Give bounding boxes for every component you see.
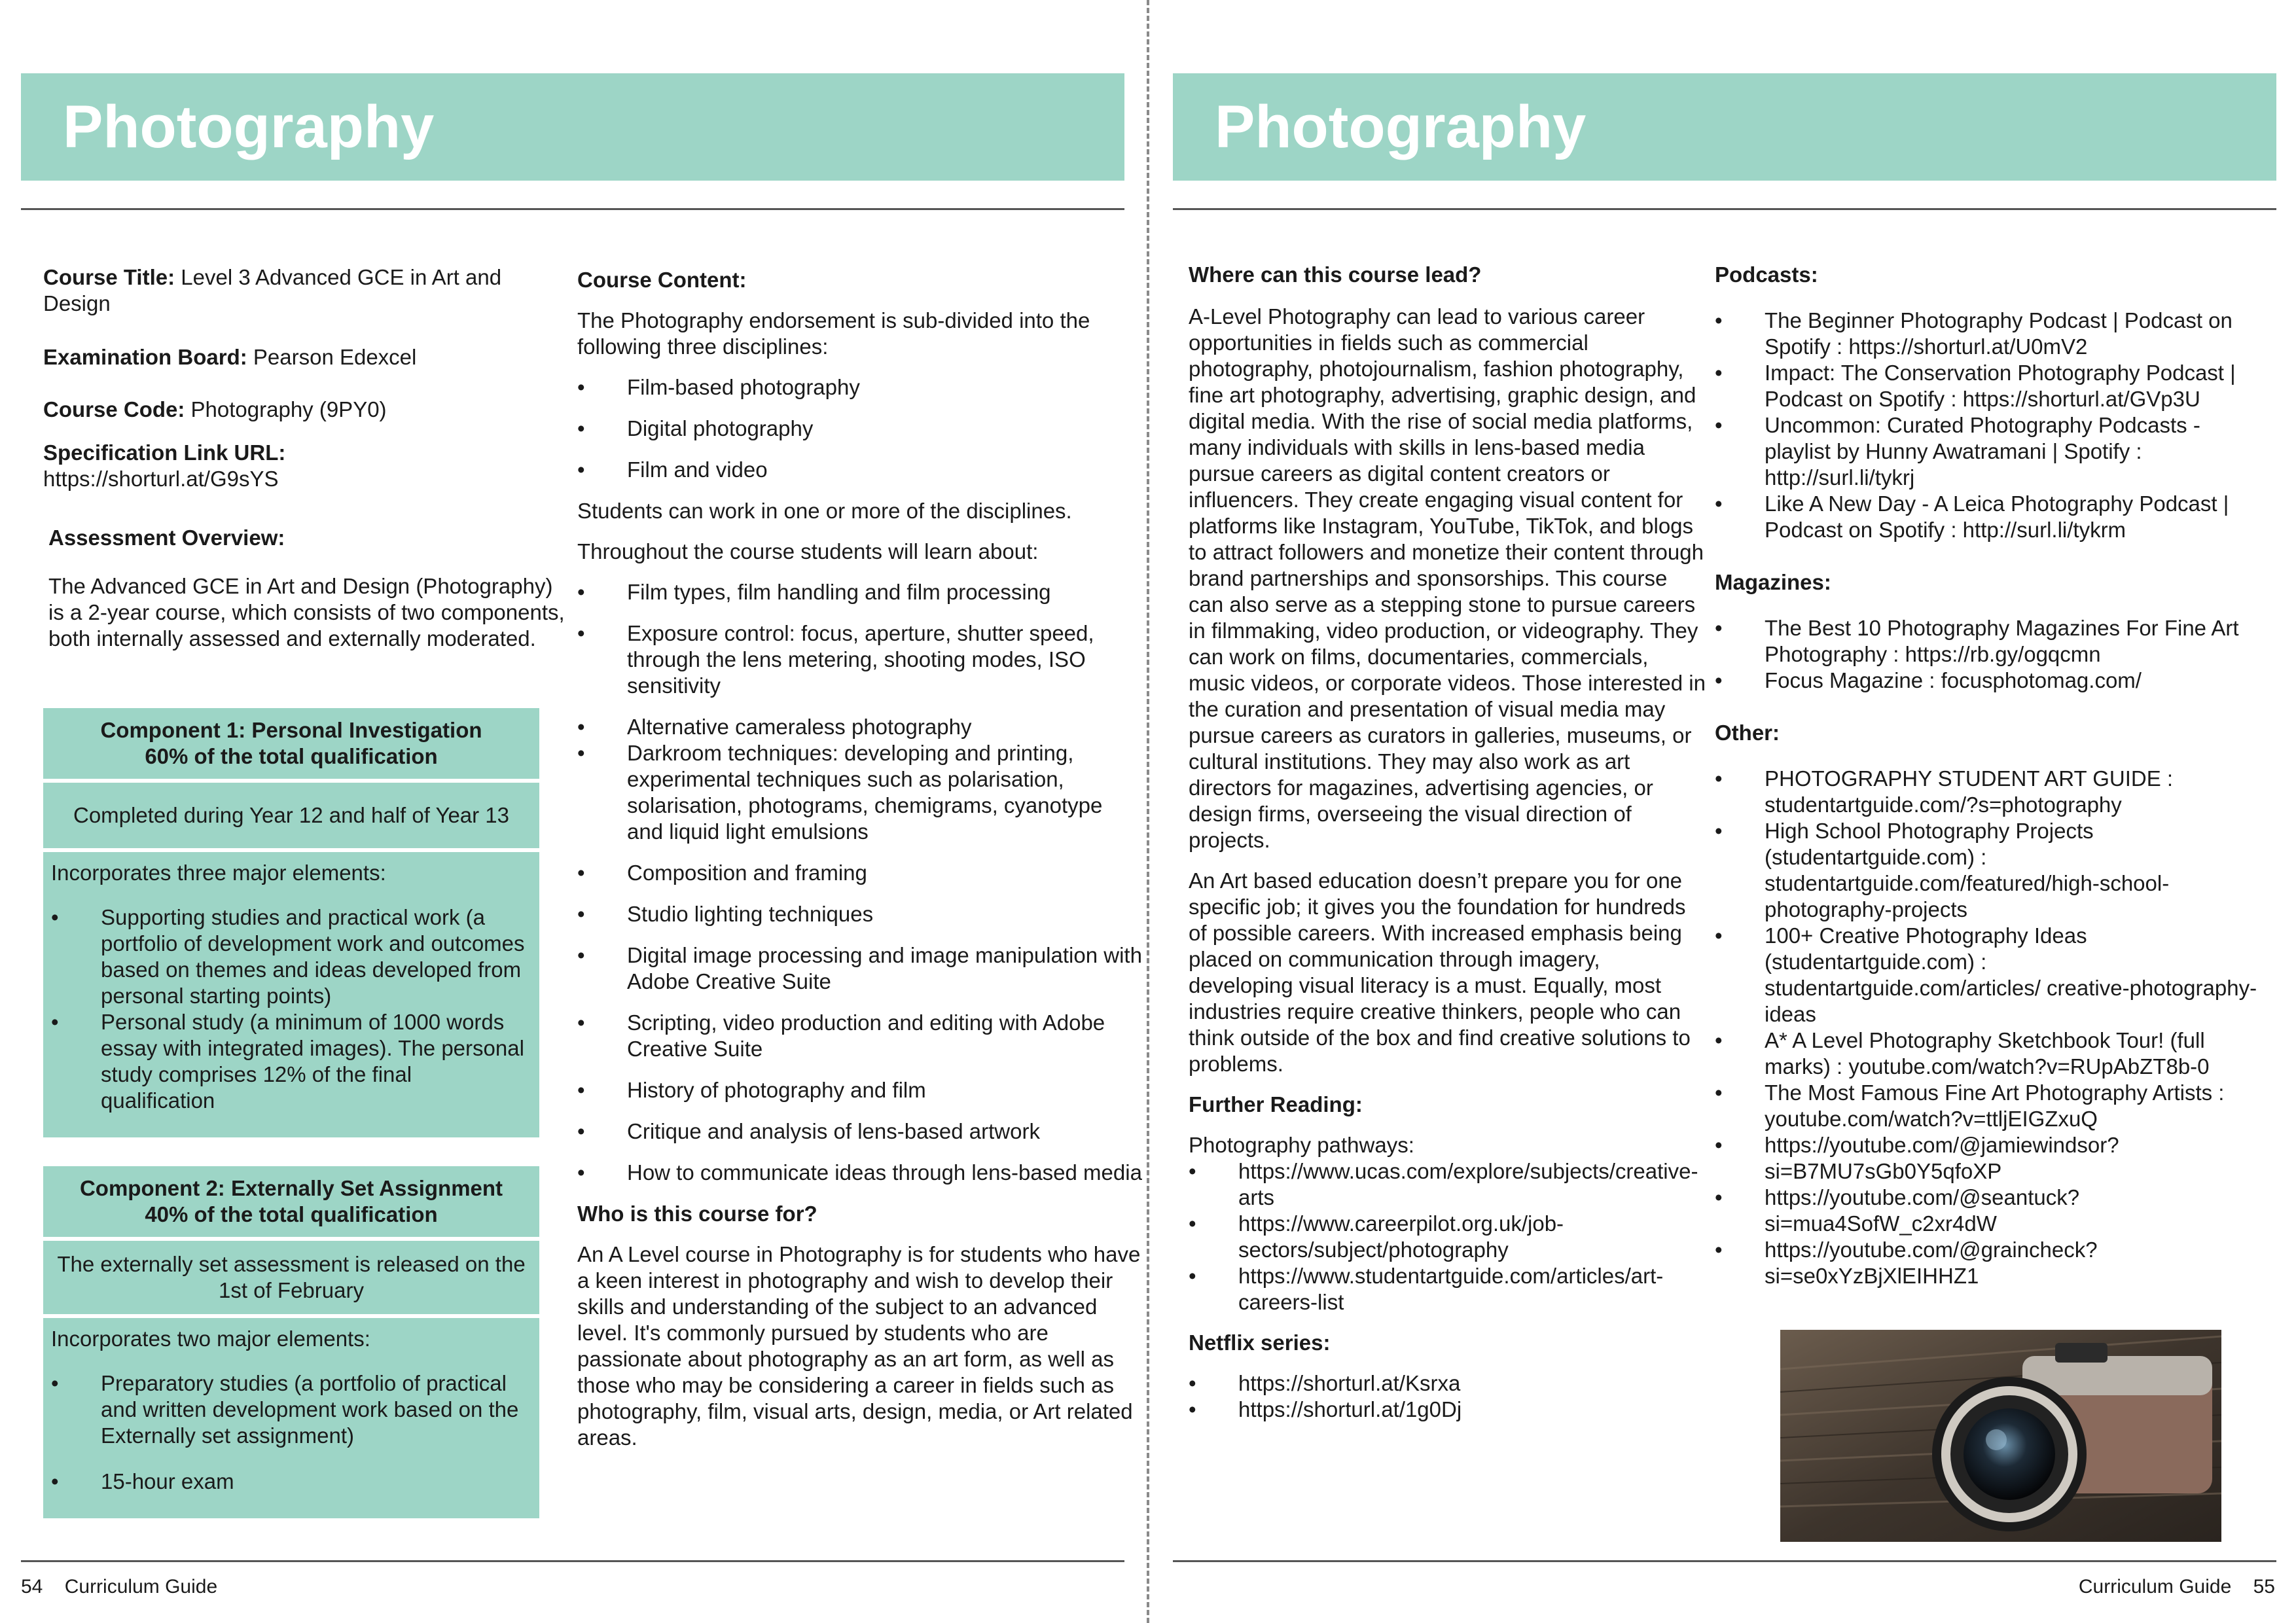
podcasts-list	[1715, 308, 2269, 543]
magazines-list	[1715, 615, 2269, 694]
list-item[interactable]: • https://www.ucas.com/explore/subjects/creative-arts	[1189, 1158, 1706, 1211]
list-item: • History of photography and film	[577, 1077, 1144, 1103]
component-2-intro: Incorporates two major elements:	[51, 1327, 370, 1351]
list-item: • How to communicate ideas through lens-based media	[577, 1160, 1144, 1186]
list-item: • Exposure control: focus, aperture, shutter speed, through the lens metering, shooting modes, ISO sensitivity	[577, 620, 1144, 699]
assessment-text: The Advanced GCE in Art and Design (Photography) is a 2-year course, which consists of two components, both internally assessed and externally moderated.	[48, 574, 565, 651]
component-2-header: Component 2: Externally Set Assignment 40% of the total qualification	[43, 1166, 539, 1237]
resources-column	[1715, 262, 2269, 1304]
list-item[interactable]: • https://youtube.com/@seantuck?si=mua4SofW_c2xr4dW	[1715, 1185, 2269, 1237]
list-item[interactable]: • https://shorturl.at/Ksrxa	[1189, 1370, 1706, 1397]
list-item: • Composition and framing	[577, 860, 1144, 886]
list-item: • Preparatory studies (a portfolio of practical and written development work based on the Externally set assignment)	[51, 1370, 531, 1449]
list-item: • Personal study (a minimum of 1000 words essay with integrated images). The personal study comprises 12% of the final qualification	[51, 1009, 531, 1114]
camera-illustration	[1780, 1330, 2221, 1542]
course-code: Course Code: Photography (9PY0)	[43, 397, 387, 421]
course-content-column	[577, 267, 1144, 1465]
lead-heading: Where can this course lead?	[1189, 262, 1482, 287]
list-item: • Scripting, video production and editing with Adobe Creative Suite	[577, 1010, 1144, 1062]
who-text: An A Level course in Photography is for students who have a keen interest in photography and wish to develop their skills and understanding of the subject to an advanced level. It's commonly pursued by students who are passionate about photography as an art form, as well as those who may be considering a career in fields such as photography, film, visual arts, design, media, or Art related areas.	[577, 1242, 1141, 1450]
list-item: • Film and video	[577, 457, 1144, 483]
list-item: • Critique and analysis of lens-based artwork	[577, 1118, 1144, 1145]
list-item[interactable]: • Like A New Day - A Leica Photography Podcast | Podcast on Spotify : http://surl.li/tykrm	[1715, 491, 2269, 543]
list-item[interactable]: • https://www.careerpilot.org.uk/job-sectors/subject/photography	[1189, 1211, 1706, 1263]
list-item: • Film-based photography	[577, 374, 1144, 401]
component-1-body	[43, 852, 539, 1137]
list-item: • 15-hour exam	[51, 1469, 531, 1495]
left-footer-label: Curriculum Guide	[64, 1576, 218, 1597]
spec-link-url[interactable]: https://shorturl.at/G9sYS	[43, 467, 279, 491]
work-text: Students can work in one or more of the disciplines.	[577, 499, 1072, 523]
right-banner-title: Photography	[1215, 94, 1587, 160]
list-item[interactable]: • https://www.studentartguide.com/articles/art-careers-list	[1189, 1263, 1706, 1315]
course-title: Course Title: Level 3 Advanced GCE in Art and Design	[43, 265, 502, 315]
course-content-intro: The Photography endorsement is sub-divided into the following three disciplines:	[577, 308, 1090, 359]
list-item[interactable]: • https://youtube.com/@jamiewindsor?si=B7MU7sGb0Y5qfoXP	[1715, 1132, 2269, 1185]
learn-list	[577, 579, 1144, 1186]
left-footer	[21, 1576, 217, 1598]
learn-intro: Throughout the course students will learn about:	[577, 539, 1039, 563]
list-item[interactable]: • The Most Famous Fine Art Photography Artists : youtube.com/watch?v=ttljEIGZxuQ	[1715, 1080, 2269, 1132]
lead-text-2: An Art based education doesn’t prepare you for one specific job; it gives you the foundation for hundreds of possible careers. With increased emphasis being placed on communication through imagery, developing visual literacy is a must. Equally, most industries require creative thinkers, people who can think outside of the box and find creative solutions to problems.	[1189, 868, 1691, 1076]
list-item[interactable]: • Uncommon: Curated Photography Podcasts - playlist by Hunny Awatramani | Spotify : http://surl.li/tykrj	[1715, 412, 2269, 491]
list-item: • Digital image processing and image manipulation with Adobe Creative Suite	[577, 942, 1144, 995]
pathways-label: Photography pathways:	[1189, 1133, 1414, 1157]
right-header-rule	[1173, 208, 2276, 210]
pathways-list	[1189, 1158, 1706, 1315]
page-fold-line	[1147, 0, 1149, 1623]
other-list	[1715, 766, 2269, 1289]
left-header-rule	[21, 208, 1124, 210]
further-reading-heading: Further Reading:	[1189, 1092, 1363, 1116]
other-heading: Other:	[1715, 721, 1780, 745]
right-footer	[2079, 1576, 2275, 1598]
list-item[interactable]: • PHOTOGRAPHY STUDENT ART GUIDE : studentartguide.com/?s=photography	[1715, 766, 2269, 818]
list-item: • Film types, film handling and film processing	[577, 579, 1144, 605]
disciplines-list	[577, 374, 1144, 483]
right-footer-rule	[1173, 1560, 2276, 1562]
list-item[interactable]: • Focus Magazine : focusphotomag.com/	[1715, 668, 2269, 694]
right-banner	[1173, 73, 2276, 181]
list-item: • Alternative cameraless photography	[577, 714, 1144, 740]
right-footer-label: Curriculum Guide	[2078, 1576, 2232, 1597]
lead-text-1: A-Level Photography can lead to various career opportunities in fields such as commercial photography, photojournalism, fashion photography, fine art photography, advertising, graphic design, and digital media. With the rise of social media platforms, many individuals with skills in lens-based media pursue careers as digital content creators or influencers. They create engaging visual content for platforms like Instagram, YouTube, TikTok, and blogs to attract followers and monetize their content through brand partnerships and sponsorships. This course can also serve as a stepping stone to pursue careers in filmmaking, video production, or videography. They can work on films, documentaries, commercials, music videos, or corporate videos. Those interested in the curation and presentation of visual media may pursue careers as curators in galleries, museums, or cultural institutions. They may also work as art directors for magazines, advertising agencies, or design firms, overseeing the visual direction of projects.	[1189, 304, 1706, 852]
career-column	[1189, 262, 1706, 1437]
list-item[interactable]: • A* A Level Photography Sketchbook Tour! (full marks) : youtube.com/watch?v=RUpAbZT8b-0	[1715, 1027, 2269, 1080]
course-content-heading: Course Content:	[577, 268, 747, 292]
list-item[interactable]: • https://shorturl.at/1g0Dj	[1189, 1397, 1706, 1423]
left-banner	[21, 73, 1124, 181]
list-item[interactable]: • https://youtube.com/@graincheck?si=se0xYzBjXlEIHHZ1	[1715, 1237, 2269, 1289]
podcasts-heading: Podcasts:	[1715, 262, 1818, 287]
list-item: • Supporting studies and practical work (a portfolio of development work and outcomes based on themes and ideas developed from personal starting points)	[51, 904, 531, 1009]
component-1-box	[43, 708, 539, 1137]
list-item: • Studio lighting techniques	[577, 901, 1144, 927]
spec-link-label: Specification Link URL:	[43, 440, 286, 465]
component-1-timing: Completed during Year 12 and half of Year 13	[43, 783, 539, 848]
left-page-number: 54	[21, 1576, 43, 1597]
list-item[interactable]: • The Best 10 Photography Magazines For Fine Art Photography : https://rb.gy/ogqcmn	[1715, 615, 2269, 668]
component-1-intro: Incorporates three major elements:	[51, 861, 386, 885]
assessment-overview	[48, 525, 572, 666]
list-item[interactable]: • The Beginner Photography Podcast | Podcast on Spotify : https://shorturl.at/U0mV2	[1715, 308, 2269, 360]
component-2-timing: The externally set assessment is released on the 1st of February	[43, 1241, 539, 1314]
magazines-heading: Magazines:	[1715, 570, 1831, 594]
list-item[interactable]: • Impact: The Conservation Photography Podcast | Podcast on Spotify : https://shorturl.at/GVp3U	[1715, 360, 2269, 412]
left-banner-title: Photography	[63, 94, 435, 160]
left-course-info	[43, 264, 567, 492]
right-page-number: 55	[2253, 1576, 2275, 1597]
netflix-heading: Netflix series:	[1189, 1330, 1331, 1355]
list-item[interactable]: • High School Photography Projects (studentartguide.com) : studentartguide.com/featured/high-school-photography-projects	[1715, 818, 2269, 923]
component-2-box	[43, 1166, 539, 1518]
list-item[interactable]: • 100+ Creative Photography Ideas (studentartguide.com) : studentartguide.com/articles/ creative-photography-ideas	[1715, 923, 2269, 1027]
exam-board: Examination Board: Pearson Edexcel	[43, 345, 417, 369]
list-item: • Digital photography	[577, 416, 1144, 442]
list-item: • Darkroom techniques: developing and printing, experimental techniques such as polarisation, solarisation, photograms, chemigrams, cyanotype and liquid light emulsions	[577, 740, 1144, 845]
component-1-header: Component 1: Personal Investigation 60% of the total qualification	[43, 708, 539, 779]
assessment-heading: Assessment Overview:	[48, 526, 285, 550]
camera-photo	[1780, 1330, 2221, 1542]
component-2-body	[43, 1318, 539, 1518]
who-heading: Who is this course for?	[577, 1202, 817, 1226]
netflix-list	[1189, 1370, 1706, 1423]
left-footer-rule	[21, 1560, 1124, 1562]
